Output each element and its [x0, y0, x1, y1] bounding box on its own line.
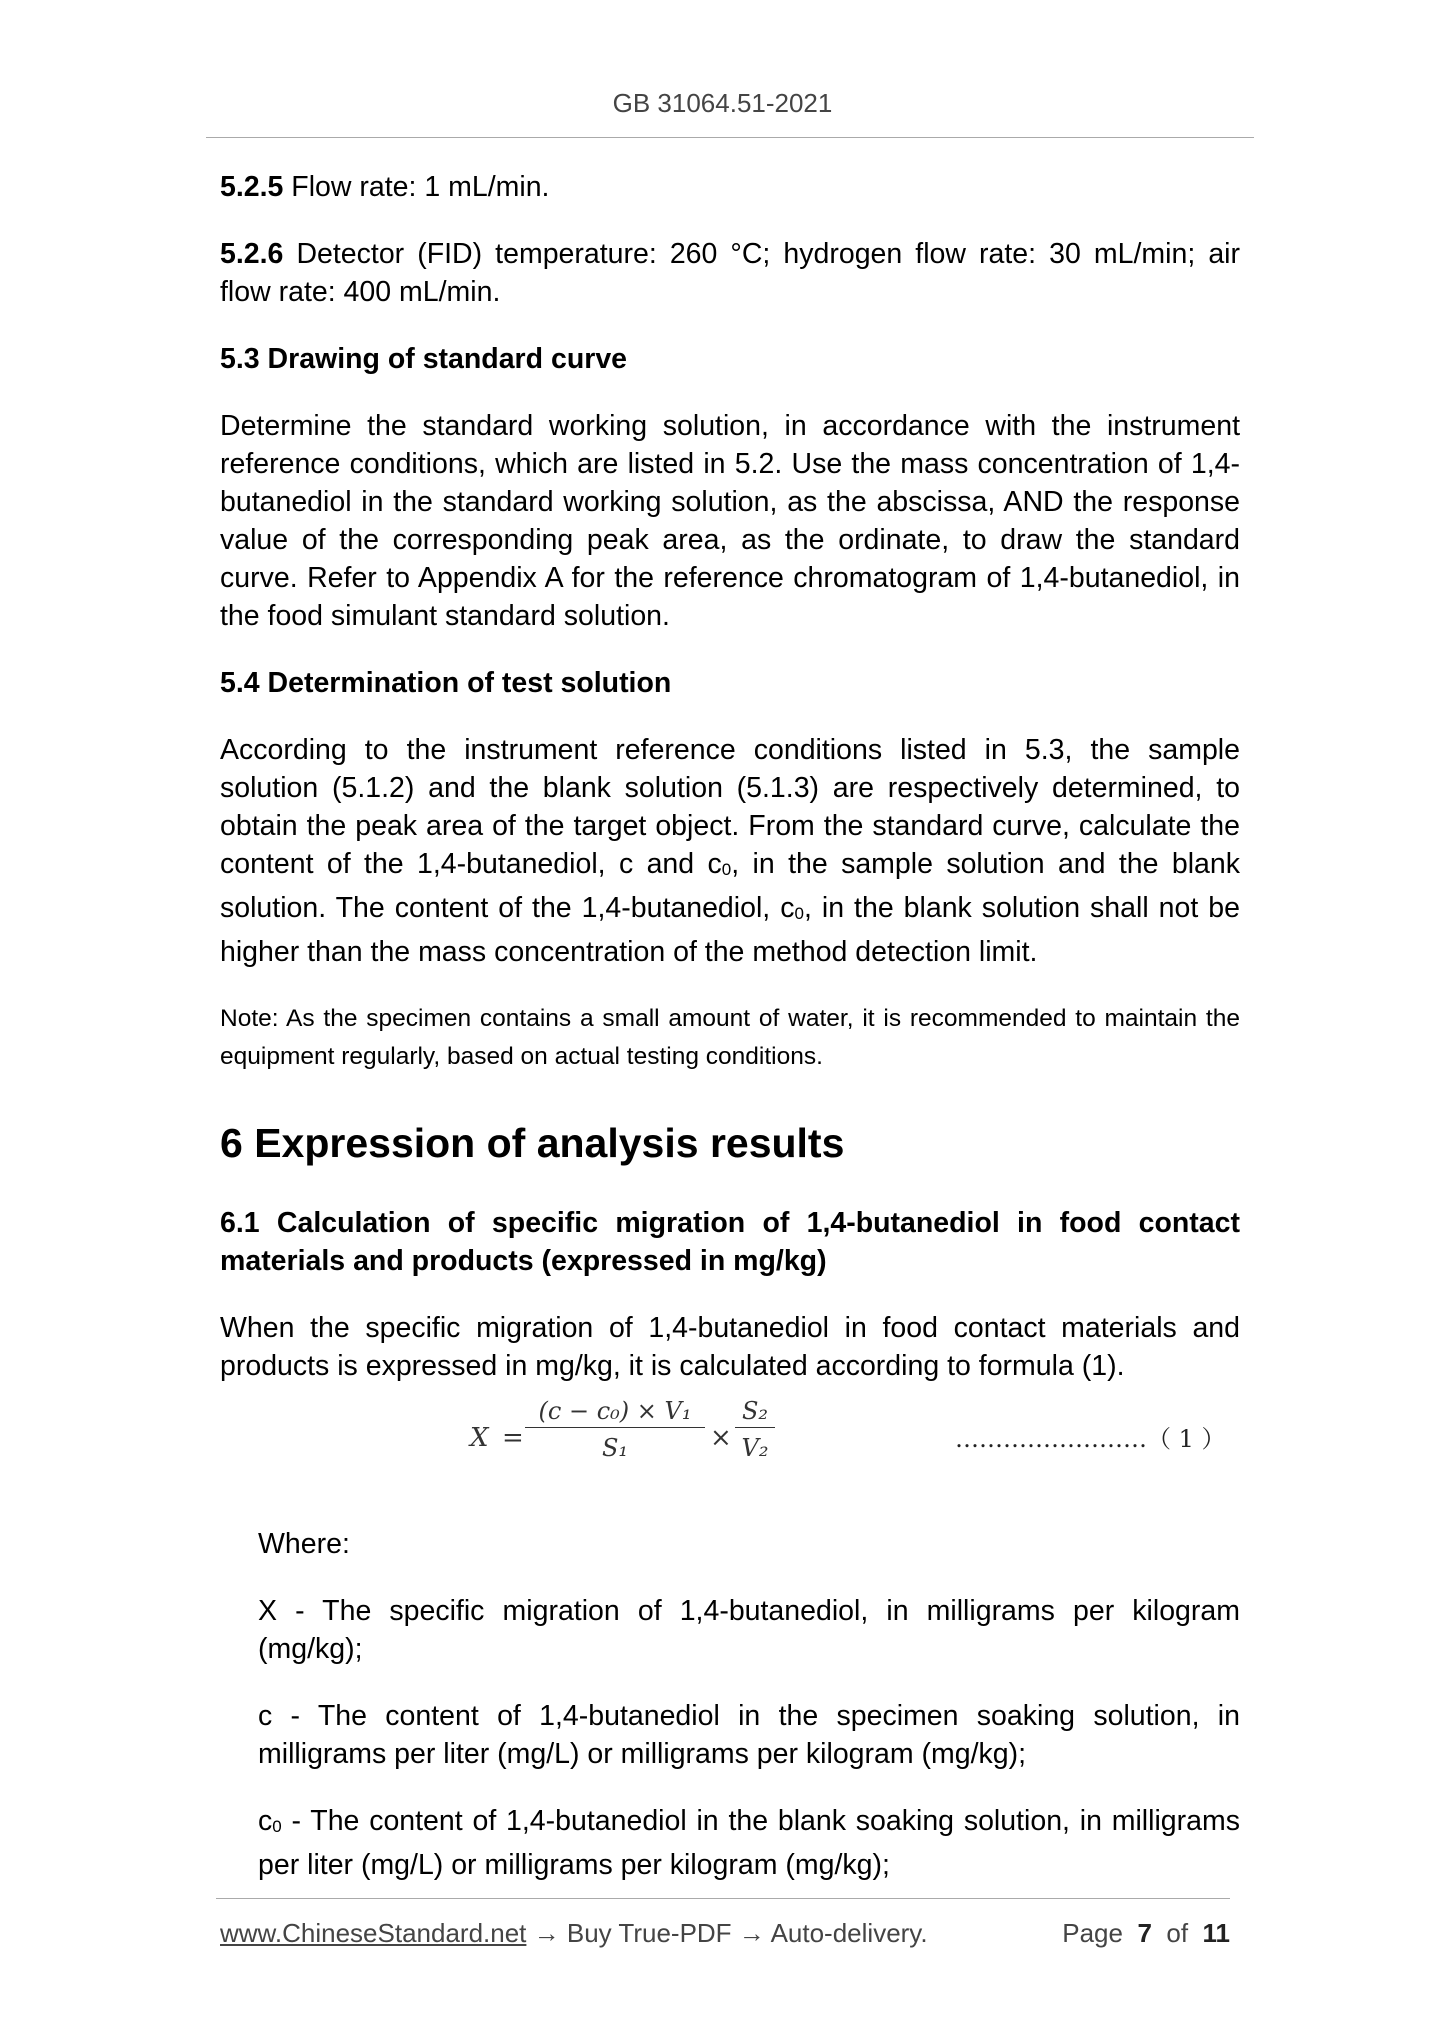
symbol: c	[258, 1805, 273, 1837]
footer-promo	[220, 1918, 928, 1948]
paragraph-text: According to the instrument reference conditions listed in 5.3, the sample solution (5.1.2) and the blank solution (5.1.3) are respectively determined, to obtain the peak area of the target object. From the standard curve, calculate the content of the 1,4-butanediol, c and c	[220, 734, 1240, 880]
heading-6: 6 Expression of analysis results	[220, 1120, 845, 1166]
heading-6-1: 6.1 Calculation of specific migration of 1,4-butanediol in food contact materials and products (expressed in mg/kg)	[220, 1207, 1240, 1277]
definition-c0	[258, 1802, 1240, 1884]
formula-fraction-2	[735, 1397, 775, 1462]
paragraph-5-2-6	[220, 235, 1240, 311]
formula-numerator-1: (c − c₀) × V₁	[525, 1397, 705, 1428]
section-number: 5.2.5	[220, 171, 284, 203]
heading-5-4: 5.4 Determination of test solution	[220, 667, 672, 699]
paragraph-text: - The content of 1,4-butanediol in the blank soaking solution, in milligrams per liter (mg/L) or milligrams per kilogram (mg/kg);	[258, 1805, 1240, 1881]
paragraph-text: , in the sample solution and the blank solution. The content of the 1,4-butanediol, c	[220, 848, 1241, 924]
subscript: 0	[794, 904, 804, 923]
page-footer	[220, 1918, 1230, 1949]
section-number: 5.2.6	[220, 238, 284, 270]
subscript: 0	[721, 860, 732, 879]
formula-numerator-2: S₂	[735, 1397, 775, 1428]
where-label: Where:	[258, 1528, 350, 1560]
paragraph-text: Flow rate: 1 mL/min.	[283, 171, 550, 203]
paragraph-text: Detector (FID) temperature: 260 °C; hydrogen flow rate: 30 mL/min; air flow rate: 400 mL/min.	[220, 238, 1240, 308]
subscript: 0	[272, 1817, 282, 1836]
note: Note: As the specimen contains a small amount of water, it is recommended to maintain the equipment regularly, based on actual testing conditions.	[220, 1005, 1240, 1070]
formula-number: ……………………（ 1 ）	[955, 1425, 1226, 1453]
page-of: of	[1166, 1918, 1189, 1948]
page-total: 11	[1202, 1918, 1230, 1948]
paragraph-text: , in the blank solution shall not be higher than the mass concentration of the method detection limit.	[220, 892, 1240, 968]
page-label: Page	[1062, 1918, 1123, 1948]
footer-divider	[216, 1898, 1230, 1899]
heading-5-3: 5.3 Drawing of standard curve	[220, 343, 628, 375]
website-link[interactable]: www.ChineseStandard.net	[220, 1918, 527, 1948]
document-body	[220, 168, 1240, 1884]
definition-c: c - The content of 1,4-butanediol in the specimen soaking solution, in milligrams per liter (mg/L) or milligrams per kilogram (mg/kg);	[258, 1700, 1240, 1770]
formula-denominator-1: S₁	[601, 1434, 629, 1462]
formula-equals: =	[502, 1423, 524, 1453]
page-indicator	[1062, 1918, 1230, 1949]
paragraph-6-1: When the specific migration of 1,4-butanediol in food contact materials and products is expressed in mg/kg, it is calculated according to formula (1).	[220, 1312, 1240, 1382]
page-header: GB 31064.51-2021	[612, 88, 833, 118]
page-number: 7	[1137, 1918, 1152, 1948]
formula-denominator-2: V₂	[741, 1434, 769, 1462]
paragraph-5-3: Determine the standard working solution, in accordance with the instrument reference conditions, which are listed in 5.2. Use the mass concentration of 1,4-butanediol in the standard working solution, as the abscissa, AND the response value of the corresponding peak area, as the ordinate, to draw the standard curve. Refer to Appendix A for the reference chromatogram of 1,4-butanediol, in the food simulant standard solution.	[220, 410, 1240, 632]
formula-fraction-1	[525, 1397, 705, 1462]
definition-x: X - The specific migration of 1,4-butanediol, in milligrams per kilogram (mg/kg);	[258, 1595, 1240, 1665]
formula-lhs: X	[470, 1423, 489, 1453]
footer-text: → Buy True-PDF → Auto-delivery.	[526, 1918, 928, 1948]
formula-times: ×	[710, 1423, 732, 1453]
header-divider	[206, 137, 1254, 138]
paragraph-5-4	[220, 731, 1240, 971]
paragraph-5-2-5	[220, 168, 1240, 206]
formula-1	[220, 1397, 1240, 1497]
